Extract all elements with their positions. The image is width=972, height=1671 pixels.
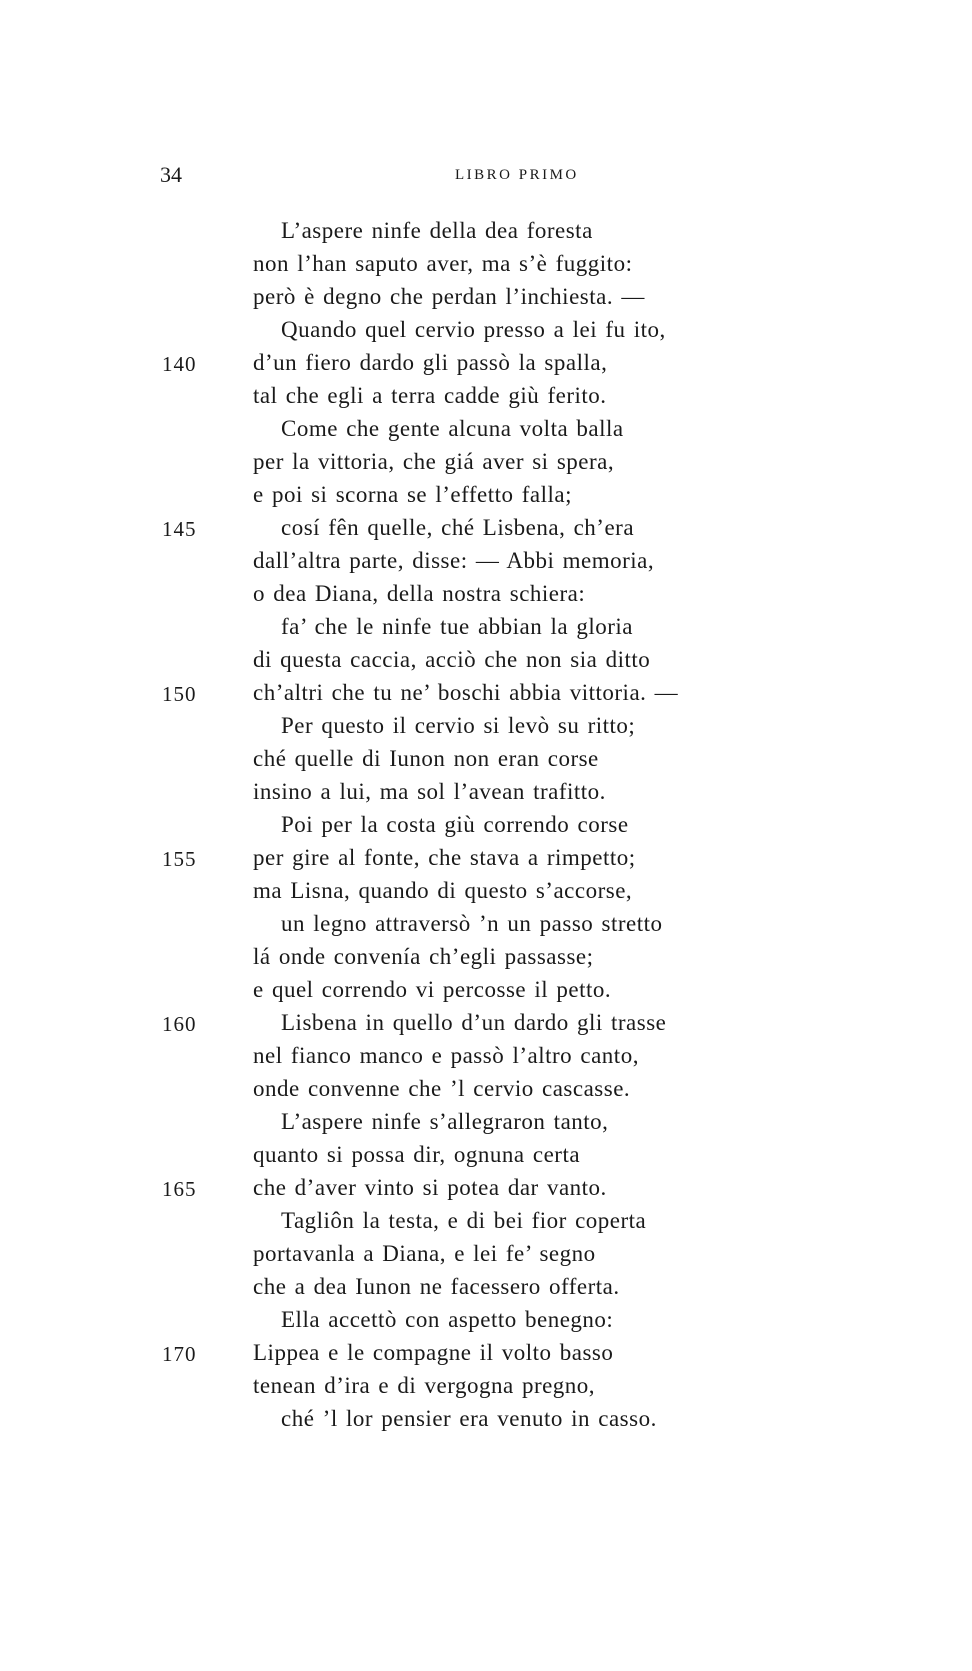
verse-line [0, 1402, 972, 1435]
verse-line [0, 1270, 972, 1303]
verse-text: per gire al fonte, che stava a rimpetto; [253, 845, 636, 870]
line-number: 160 [162, 1012, 197, 1036]
verse-text: Per questo il cervio si levò su ritto; [281, 713, 636, 738]
verse-line [0, 445, 972, 478]
verse-text: ché quelle di Iunon non eran corse [253, 746, 599, 771]
verse-text: Ella accettò con aspetto benegno: [281, 1307, 614, 1332]
verse-text: insino a lui, ma sol l’avean trafitto. [253, 779, 606, 804]
verse-line [0, 379, 972, 412]
verse-line [0, 1171, 972, 1204]
verse-line [0, 412, 972, 445]
verse-text: Lippea e le compagne il volto basso [253, 1340, 614, 1365]
verse-text: ché ’l lor pensier era venuto in casso. [281, 1406, 657, 1431]
verse-line [0, 1138, 972, 1171]
verse-text: però è degno che perdan l’inchiesta. — [253, 284, 645, 309]
verse-text: tenean d’ira e di vergogna pregno, [253, 1373, 596, 1398]
verse-line [0, 907, 972, 940]
verse-line [0, 610, 972, 643]
verse-line [0, 1336, 972, 1369]
verse-text: cosí fên quelle, ché Lisbena, ch’era [281, 515, 635, 540]
verse-line [0, 742, 972, 775]
verse-line [0, 346, 972, 379]
verse-text: ma Lisna, quando di questo s’accorse, [253, 878, 633, 903]
verse-text: non l’han saputo aver, ma s’è fuggito: [253, 251, 633, 276]
verse-text: fa’ che le ninfe tue abbian la gloria [281, 614, 633, 639]
running-head: LIBRO PRIMO [455, 167, 579, 183]
verse-line [0, 1072, 972, 1105]
verse-text: ch’altri che tu ne’ boschi abbia vittoria. — [253, 680, 679, 705]
verse-text: o dea Diana, della nostra schiera: [253, 581, 586, 606]
verse-line [0, 313, 972, 346]
verse-text: quanto si possa dir, ognuna certa [253, 1142, 581, 1167]
verse-line [0, 841, 972, 874]
verse-line [0, 709, 972, 742]
verse-line [0, 1204, 972, 1237]
verse-line [0, 973, 972, 1006]
line-number: 150 [162, 682, 197, 706]
verse-line [0, 775, 972, 808]
verse-line [0, 1105, 972, 1138]
verse-text: e quel correndo vi percosse il petto. [253, 977, 612, 1002]
verse-line [0, 1303, 972, 1336]
verse-text: che d’aver vinto si potea dar vanto. [253, 1175, 607, 1200]
verse-text: Lisbena in quello d’un dardo gli trasse [281, 1010, 667, 1035]
verse-line [0, 1237, 972, 1270]
line-number: 155 [162, 847, 197, 871]
verse-text: un legno attraversò ’n un passo stretto [281, 911, 663, 936]
verse-line [0, 1006, 972, 1039]
verse-text: Tagliôn la testa, e di bei fior coperta [281, 1208, 647, 1233]
verse-line [0, 544, 972, 577]
verse-text: lá onde convenía ch’egli passasse; [253, 944, 594, 969]
verse-text: portavanla a Diana, e lei fe’ segno [253, 1241, 596, 1266]
verse-line [0, 1369, 972, 1402]
verse-line [0, 676, 972, 709]
verse-line [0, 940, 972, 973]
verse-text: Poi per la costa giù correndo corse [281, 812, 629, 837]
verse-line [0, 280, 972, 313]
line-number: 140 [162, 352, 197, 376]
line-number: 145 [162, 517, 197, 541]
verse-line [0, 874, 972, 907]
verse-text: L’aspere ninfe della dea foresta [281, 218, 593, 243]
verse-text: e poi si scorna se l’effetto falla; [253, 482, 573, 507]
verse-line [0, 577, 972, 610]
poem-body [0, 214, 972, 1435]
verse-text: di questa caccia, acciò che non sia ditto [253, 647, 651, 672]
verse-line [0, 643, 972, 676]
verse-text: onde convenne che ’l cervio cascasse. [253, 1076, 631, 1101]
verse-line [0, 808, 972, 841]
verse-line [0, 511, 972, 544]
verse-line [0, 478, 972, 511]
verse-line [0, 247, 972, 280]
verse-text: Come che gente alcuna volta balla [281, 416, 624, 441]
verse-text: Quando quel cervio presso a lei fu ito, [281, 317, 666, 342]
line-number: 165 [162, 1177, 197, 1201]
verse-text: tal che egli a terra cadde giù ferito. [253, 383, 607, 408]
verse-text: L’aspere ninfe s’allegraron tanto, [281, 1109, 609, 1134]
verse-text: che a dea Iunon ne facessero offerta. [253, 1274, 620, 1299]
page-number: 34 [160, 162, 182, 187]
verse-line [0, 214, 972, 247]
verse-text: d’un fiero dardo gli passò la spalla, [253, 350, 608, 375]
verse-text: nel fianco manco e passò l’altro canto, [253, 1043, 639, 1068]
verse-text: per la vittoria, che giá aver si spera, [253, 449, 615, 474]
line-number: 170 [162, 1342, 197, 1366]
verse-line [0, 1039, 972, 1072]
verse-text: dall’altra parte, disse: — Abbi memoria, [253, 548, 655, 573]
